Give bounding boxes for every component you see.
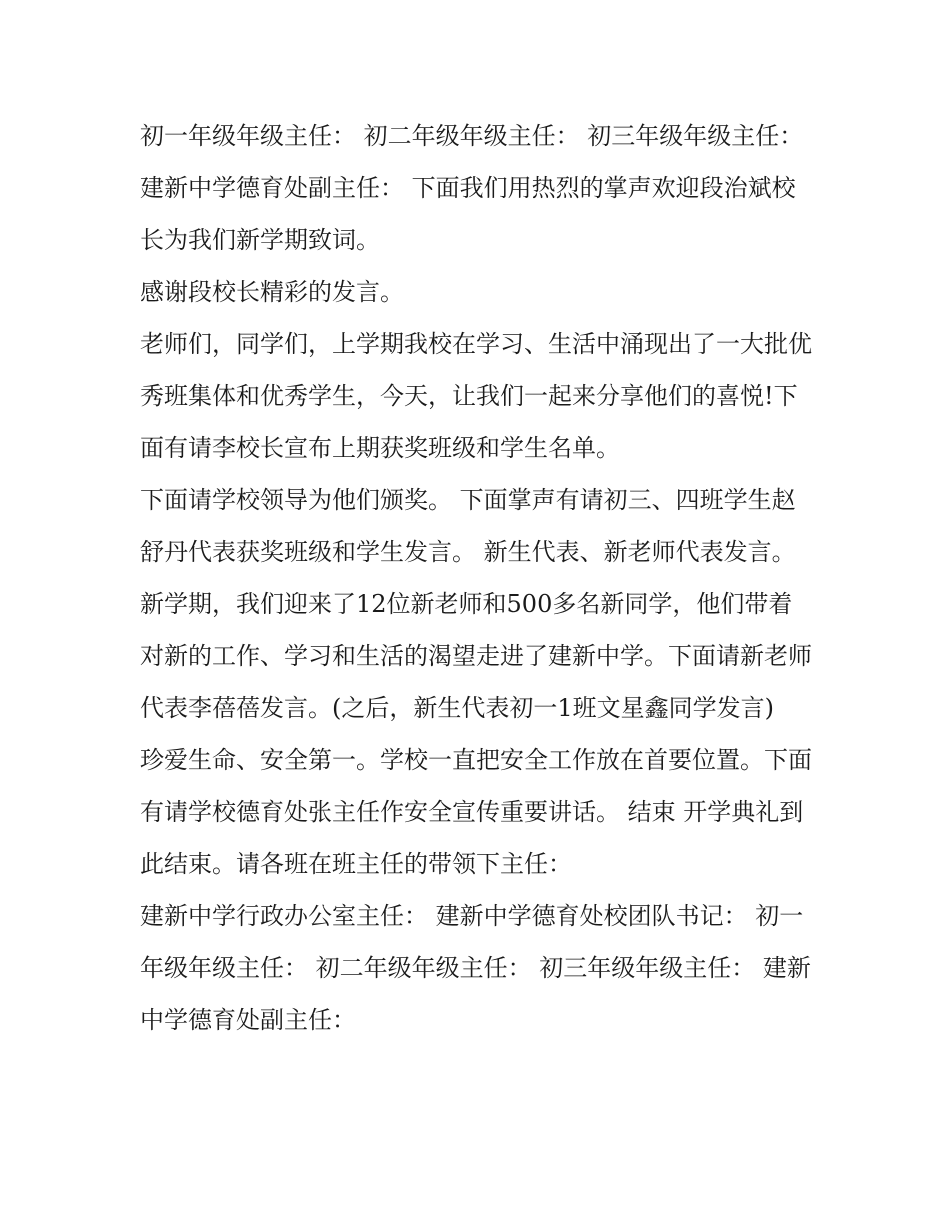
paragraph-7: 建新中学行政办公室主任： 建新中学德育处校团队书记： 初一年级年级主任： 初二年级年级主任： 初三年级年级主任： 建新中学德育处副主任： — [140, 902, 811, 1034]
document-page — [140, 110, 815, 1046]
paragraph-4: 下面请学校领导为他们颁奖。 下面掌声有请初三、四班学生赵舒丹代表获奖班级和学生发言。 新生代表、新老师代表发言。 — [140, 486, 796, 566]
paragraph-1: 初一年级年级主任： 初二年级年级主任： 初三年级年级主任： 建新中学德育处副主任： 下面我们用热烈的掌声欢迎段治斌校长为我们新学期致词。 — [140, 122, 804, 254]
paragraph-5: 新学期，我们迎来了12位新老师和500多名新同学，他们带着对新的工作、学习和生活的渴望走进了建新中学。下面请新老师代表李蓓蓓发言。(之后，新生代表初一1班文星鑫同学发言) — [140, 590, 812, 722]
paragraph-3: 老师们，同学们，上学期我校在学习、生活中涌现出了一大批优秀班集体和优秀学生，今天，让我们一起来分享他们的喜悦!下面有请李校长宣布上期获奖班级和学生名单。 — [140, 330, 812, 462]
paragraph-6: 珍爱生命、安全第一。学校一直把安全工作放在首要位置。下面有请学校德育处张主任作安全宣传重要讲话。 结束 开学典礼到此结束。请各班在班主任的带领下主任： — [140, 746, 812, 878]
paragraph-2: 感谢段校长精彩的发言。 — [140, 278, 404, 306]
